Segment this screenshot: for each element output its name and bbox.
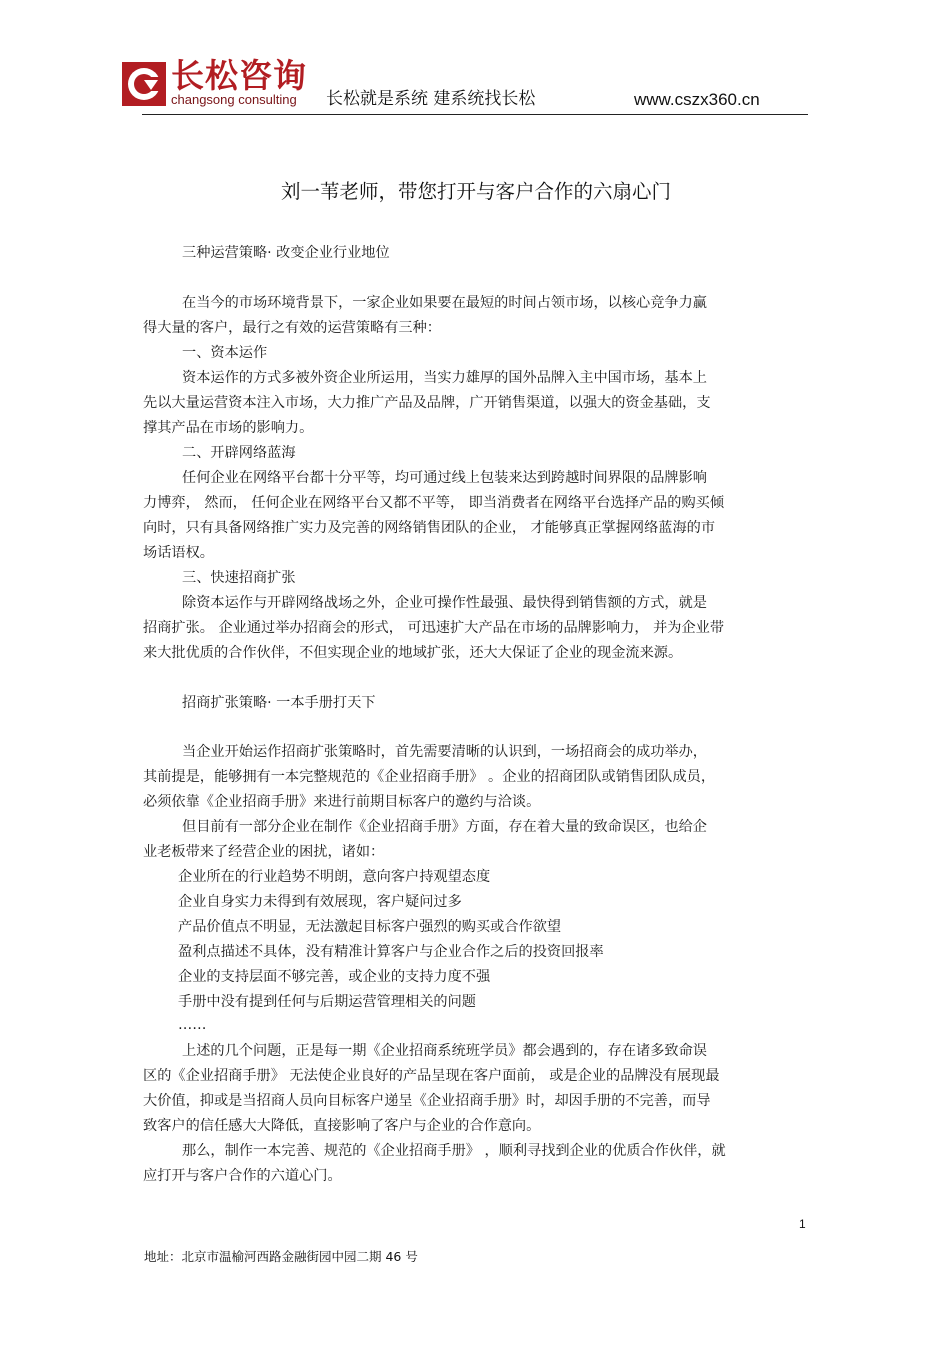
paragraph-line: 上述的几个问题，正是每一期《企业招商系统班学员》都会遇到的，存在诸多致命误 [182,1043,707,1059]
paragraph-line: 业老板带来了经营企业的困扰，诸如： [143,844,385,860]
paragraph-line: 资本运作的方式多被外资企业所运用，当实力雄厚的国外品牌入主中国市场，基本上 [182,370,707,386]
list-item: 企业自身实力未得到有效展现，客户疑问过多 [178,894,462,910]
paragraph-line: 除资本运作与开辟网络战场之外，企业可操作性最强、最快得到销售额的方式，就是 [182,595,707,611]
paragraph-line: 大价值，抑或是当招商人员向目标客户递呈《企业招商手册》时，却因手册的不完善，而导 [143,1093,711,1109]
paragraph-line: 先以大量运营资本注入市场，大力推广产品及品牌，广开销售渠道，以强大的资金基础，支 [143,395,711,411]
paragraph-line: 招商扩张。 企业通过举办招商会的形式， 可迅速扩大产品在市场的品牌影响力， 并为企业带 [143,620,725,636]
section-heading-manual: 招商扩张策略· 一本手册打天下 [182,695,376,711]
list-item: 企业的支持层面不够完善，或企业的支持力度不强 [178,969,491,985]
list-item: 产品价值点不明显，无法激起目标客户强烈的购买或合作欲望 [178,919,562,935]
paragraph-line: 但目前有一部分企业在制作《企业招商手册》方面，存在着大量的致命误区，也给企 [182,819,707,835]
subheading-network: 二、开辟网络蓝海 [182,445,296,461]
logo-mark-icon [122,62,166,106]
paragraph-line: 在当今的市场环境背景下，一家企业如果要在最短的时间占领市场，以核心竞争力赢 [182,295,707,311]
logo-chinese-text: 长松咨询 [171,56,307,95]
list-item: 盈利点描述不具体，没有精准计算客户与企业合作之后的投资回报率 [178,944,604,960]
logo-english-text: changsong consulting [171,92,297,107]
list-ellipsis: …… [178,1017,207,1033]
footer-address: 地址：北京市温榆河西路金融街园中园二期 46 号 [144,1249,418,1264]
paragraph-line: 区的《企业招商手册》 无法使企业良好的产品呈现在客户面前， 或是企业的品牌没有展现最 [143,1068,720,1084]
paragraph-line: 任何企业在网络平台都十分平等，均可通过线上包装来达到跨越时间界限的品牌影响 [182,470,707,486]
header-slogan: 长松就是系统 建系统找长松 [326,89,536,109]
paragraph-line: 向时，只有具备网络推广实力及完善的网络销售团队的企业， 才能够真正掌握网络蓝海的市 [143,520,716,536]
subheading-capital: 一、资本运作 [182,345,268,361]
subheading-expansion: 三、快速招商扩张 [182,570,296,586]
paragraph-line: 必须依靠《企业招商手册》来进行前期目标客户的邀约与洽谈。 [143,794,541,810]
header-website: www.cszx360.cn [634,90,760,109]
section-heading-strategies: 三种运营策略· 改变企业行业地位 [182,245,390,261]
paragraph-line: 来大批优质的合作伙伴，不但实现企业的地域扩张，还大大保证了企业的现金流来源。 [143,645,683,661]
paragraph-line: 其前提是，能够拥有一本完整规范的《企业招商手册》 。企业的招商团队或销售团队成员， [143,769,716,785]
paragraph-line: 力博弈， 然而， 任何企业在网络平台又都不平等， 即当消费者在网络平台选择产品的购买倾 [143,495,725,511]
paragraph-line: 得大量的客户，最行之有效的运营策略有三种： [143,320,441,336]
paragraph-line: 那么，制作一本完善、规范的《企业招商手册》 ，顺利寻找到企业的优质合作伙伴，就 [182,1143,726,1159]
document-title: 刘一苇老师，带您打开与客户合作的六扇心门 [281,180,672,203]
paragraph-line: 应打开与客户合作的六道心门。 [143,1168,342,1184]
header-divider [142,114,808,115]
page-number: 1 [799,1217,806,1231]
paragraph-line: 致客户的信任感大大降低，直接影响了客户与企业的合作意向。 [143,1118,541,1134]
paragraph-line: 场话语权。 [143,545,214,561]
list-item: 企业所在的行业趋势不明朗，意向客户持观望态度 [178,869,491,885]
paragraph-line: 当企业开始运作招商扩张策略时，首先需要清晰的认识到，一场招商会的成功举办， [182,744,707,760]
paragraph-line: 撑其产品在市场的影响力。 [143,420,314,436]
list-item: 手册中没有提到任何与后期运营管理相关的问题 [178,994,476,1010]
